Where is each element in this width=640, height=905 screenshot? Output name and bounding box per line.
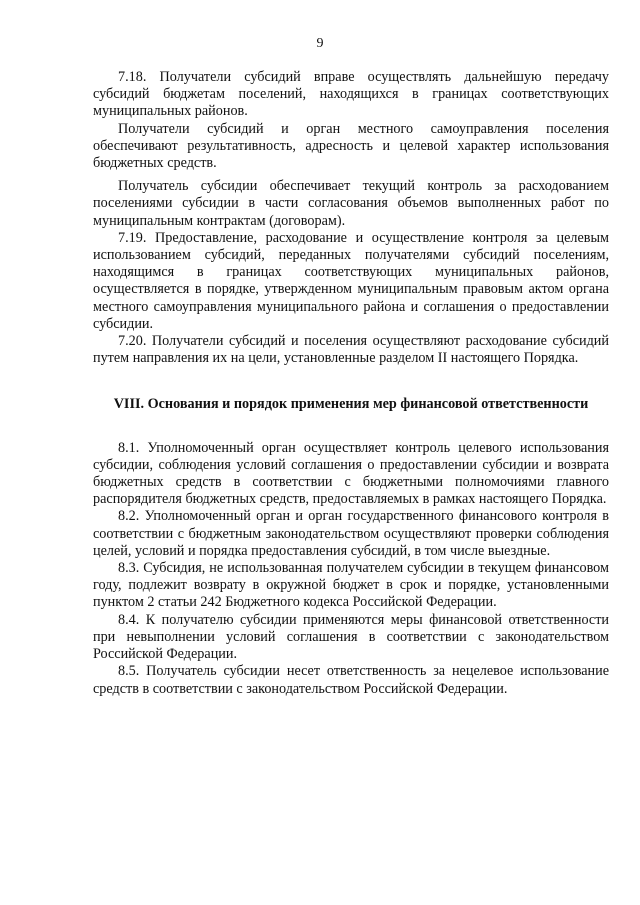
document-body: [93, 69, 609, 698]
paragraph-8-3: 8.3. Субсидия, не использованная получателем субсидии в текущем финансовом году, подлежит возврату в окружной бюджет в срок и порядке, установленными пунктом 2 статьи 242 Бюджетного кодекса Российской Федерации.: [93, 560, 609, 611]
paragraph-7-18-control: Получатель субсидии обеспечивает текущий контроль за расходованием поселениями субсидии в части согласования объемов выполненных работ по муниципальным контрактам (договорам).: [93, 178, 609, 229]
paragraph-7-18: 7.18. Получатели субсидий вправе осуществлять дальнейшую передачу субсидий бюджетам поселений, находящихся в границах соответствующих муниципальных районов.: [93, 69, 609, 120]
paragraph-8-1: 8.1. Уполномоченный орган осуществляет контроль целевого использования субсидии, соблюдения условий соглашения о предоставлении субсидии и возврата бюджетных средств в соответствии с бюджетными полномочиями главного распорядителя бюджетных средств, предоставляемых в рамках настоящего Порядка.: [93, 439, 609, 508]
paragraph-7-18-recipients: Получатели субсидий и орган местного самоуправления поселения обеспечивают результативность, адресность и целевой характер использования бюджетных средств.: [93, 120, 609, 172]
page-number: 9: [316, 36, 324, 51]
paragraph-8-5: 8.5. Получатель субсидии несет ответственность за нецелевое использование средств в соответствии с законодательством Российской Федерации.: [93, 663, 609, 697]
paragraph-8-4: 8.4. К получателю субсидии применяются меры финансовой ответственности при невыполнении условий соглашения в соответствии с законодательством Российской Федерации.: [93, 611, 609, 663]
section-heading: VIII. Основания и порядок применения мер финансовой ответственности: [113, 396, 589, 413]
paragraph-8-2: 8.2. Уполномоченный орган и орган государственного финансового контроля в соответствии с бюджетным законодательством осуществляют проверки соблюдения целей, условий и порядка предоставления субсидий, в том числе выездные.: [93, 508, 609, 559]
paragraph-7-20: 7.20. Получатели субсидий и поселения осуществляют расходование субсидий путем направления их на цели, установленные разделом II настоящего Порядка.: [93, 333, 609, 367]
paragraph-7-19: 7.19. Предоставление, расходование и осуществление контроля за целевым использованием субсидий, переданных получателями субсидий поселениям, находящимся в границах соответствующих муниципальных районов, осуществляется в порядке, утвержденном муниципальным правовым актом органа местного самоуправления муниципального района и соглашения о предоставлении субсидии.: [93, 229, 609, 332]
